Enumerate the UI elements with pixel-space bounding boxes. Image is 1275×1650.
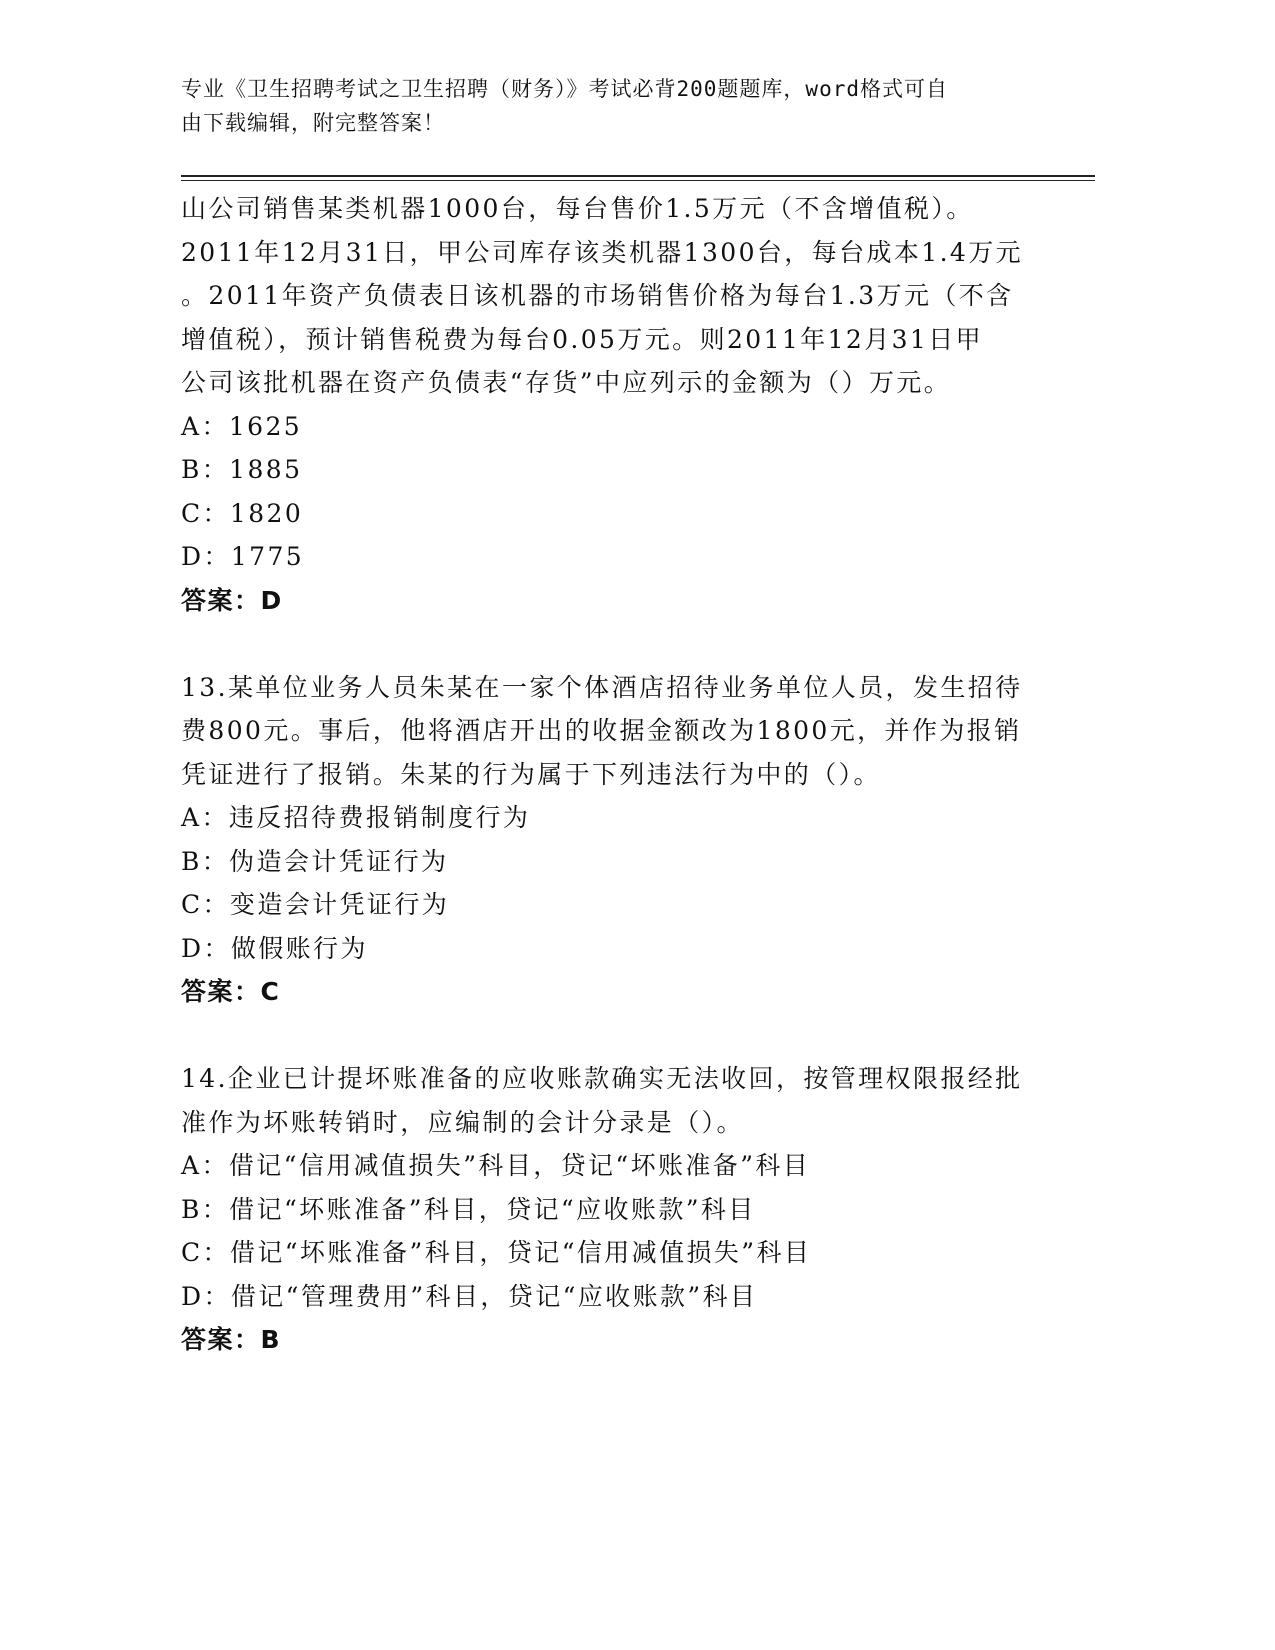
option-a: A：违反招待费报销制度行为 xyxy=(181,803,531,832)
question-text-line: 凭证进行了报销。朱某的行为属于下列违法行为中的（）。 xyxy=(181,759,881,789)
question-spacer xyxy=(181,622,1061,666)
question-text-line: 公司该批机器在资产负债表“存货”中应列示的金额为（）万元。 xyxy=(181,368,952,397)
option-b: B：借记“坏账准备”科目，贷记“应收账款”科目 xyxy=(181,1194,756,1224)
option-a: A：借记“信用减值损失”科目，贷记“坏账准备”科目 xyxy=(181,1151,811,1180)
option-a: A：1625 xyxy=(181,411,303,441)
question-text-line: 2011年12月31日，甲公司库存该类机器1300台，每台成本1.4万元 xyxy=(181,237,1024,267)
answer-label: 答案：C xyxy=(181,977,281,1006)
document-header xyxy=(181,72,1041,140)
header-divider-thin xyxy=(181,180,1095,181)
option-b: B：1885 xyxy=(181,455,303,484)
question-text-line: 14.企业已计提坏账准备的应收账款确实无法收回，按管理权限报经批 xyxy=(181,1064,1023,1093)
question-text-line: 费800元。事后，他将酒店开出的收据金额改为1800元，并作为报销 xyxy=(181,716,1022,745)
question-text-line: 准作为坏账转销时，应编制的会计分录是（）。 xyxy=(181,1107,744,1137)
question-13 xyxy=(181,666,1061,1014)
answer-label: 答案：B xyxy=(181,1325,282,1354)
option-d: D：1775 xyxy=(181,542,305,571)
answer-label: 答案：D xyxy=(181,585,283,615)
option-c: C：借记“坏账准备”科目，贷记“信用减值损失”科目 xyxy=(181,1238,812,1267)
question-text-line: 。2011年资产负债表日该机器的市场销售价格为每台1.3万元（不含 xyxy=(181,281,1014,310)
question-spacer xyxy=(181,1014,1061,1058)
option-b: B：伪造会计凭证行为 xyxy=(181,846,449,876)
header-line-1: 专业《卫生招聘考试之卫生招聘（财务）》考试必背200题题库，word格式可自 xyxy=(181,77,948,101)
question-12 xyxy=(181,187,1061,622)
question-text-line: 增值税），预计销售税费为每台0.05万元。则2011年12月31日甲 xyxy=(181,324,984,354)
question-text-line: 13.某单位业务人员朱某在一家个体酒店招待业务单位人员，发生招待 xyxy=(181,672,1023,702)
option-c: C：变造会计凭证行为 xyxy=(181,890,450,919)
header-line-2: 由下载编辑，附完整答案！ xyxy=(181,111,445,135)
header-divider-thick xyxy=(181,175,1095,177)
question-14 xyxy=(181,1057,1061,1362)
option-c: C：1820 xyxy=(181,498,304,528)
question-text-line: 山公司销售某类机器1000台，每台售价1.5万元（不含增值税）。 xyxy=(181,194,974,223)
option-d: D：做假账行为 xyxy=(181,933,368,963)
questions-body xyxy=(181,187,1061,1362)
option-d: D：借记“管理费用”科目，贷记“应收账款”科目 xyxy=(181,1281,758,1311)
